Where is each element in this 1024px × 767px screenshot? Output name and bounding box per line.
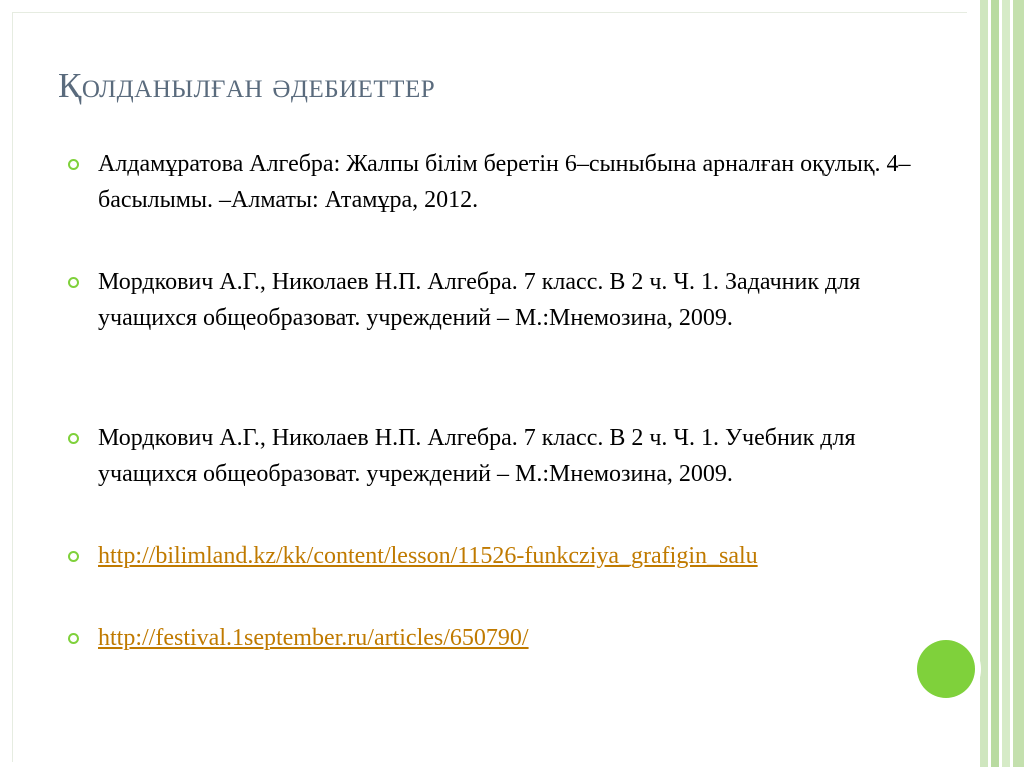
reference-item: [68, 420, 948, 492]
reference-item: [68, 620, 529, 656]
slide-title: Қолданылған әдебиеттер: [58, 66, 436, 105]
reference-text: Мордкович А.Г., Николаев Н.П. Алгебра. 7 класс. В 2 ч. Ч. 1. Задачник для учащихся общеобразоват. учреждений – М.:Мнемозина, 2009.: [98, 269, 861, 331]
reference-link-bilimland[interactable]: http://bilimland.kz/kk/content/lesson/11526-funkcziya_grafigin_salu: [98, 543, 758, 569]
decorative-green-circle: [917, 640, 975, 698]
slide-frame-top: [0, 0, 1024, 10]
slide-frame-left: [0, 0, 10, 767]
reference-item: [68, 264, 948, 336]
bullet-circle-icon: [68, 633, 79, 644]
bullet-circle-icon: [68, 277, 79, 288]
decorative-green-stripes: [976, 0, 1024, 767]
bullet-circle-icon: [68, 159, 79, 170]
reference-item: [68, 538, 758, 574]
reference-item: [68, 146, 948, 218]
bullet-circle-icon: [68, 551, 79, 562]
reference-text: Мордкович А.Г., Николаев Н.П. Алгебра. 7 класс. В 2 ч. Ч. 1. Учебник для учащихся общеобразоват. учреждений – М.:Мнемозина, 2009.: [98, 425, 856, 487]
bullet-circle-icon: [68, 433, 79, 444]
reference-link-festival[interactable]: http://festival.1september.ru/articles/650790/: [98, 625, 529, 651]
reference-text: Алдамұратова Алгебра: Жалпы білім беретін 6–сыныбына арналған оқулық. 4–басылымы. –Алматы: Атамұра, 2012.: [98, 151, 911, 213]
